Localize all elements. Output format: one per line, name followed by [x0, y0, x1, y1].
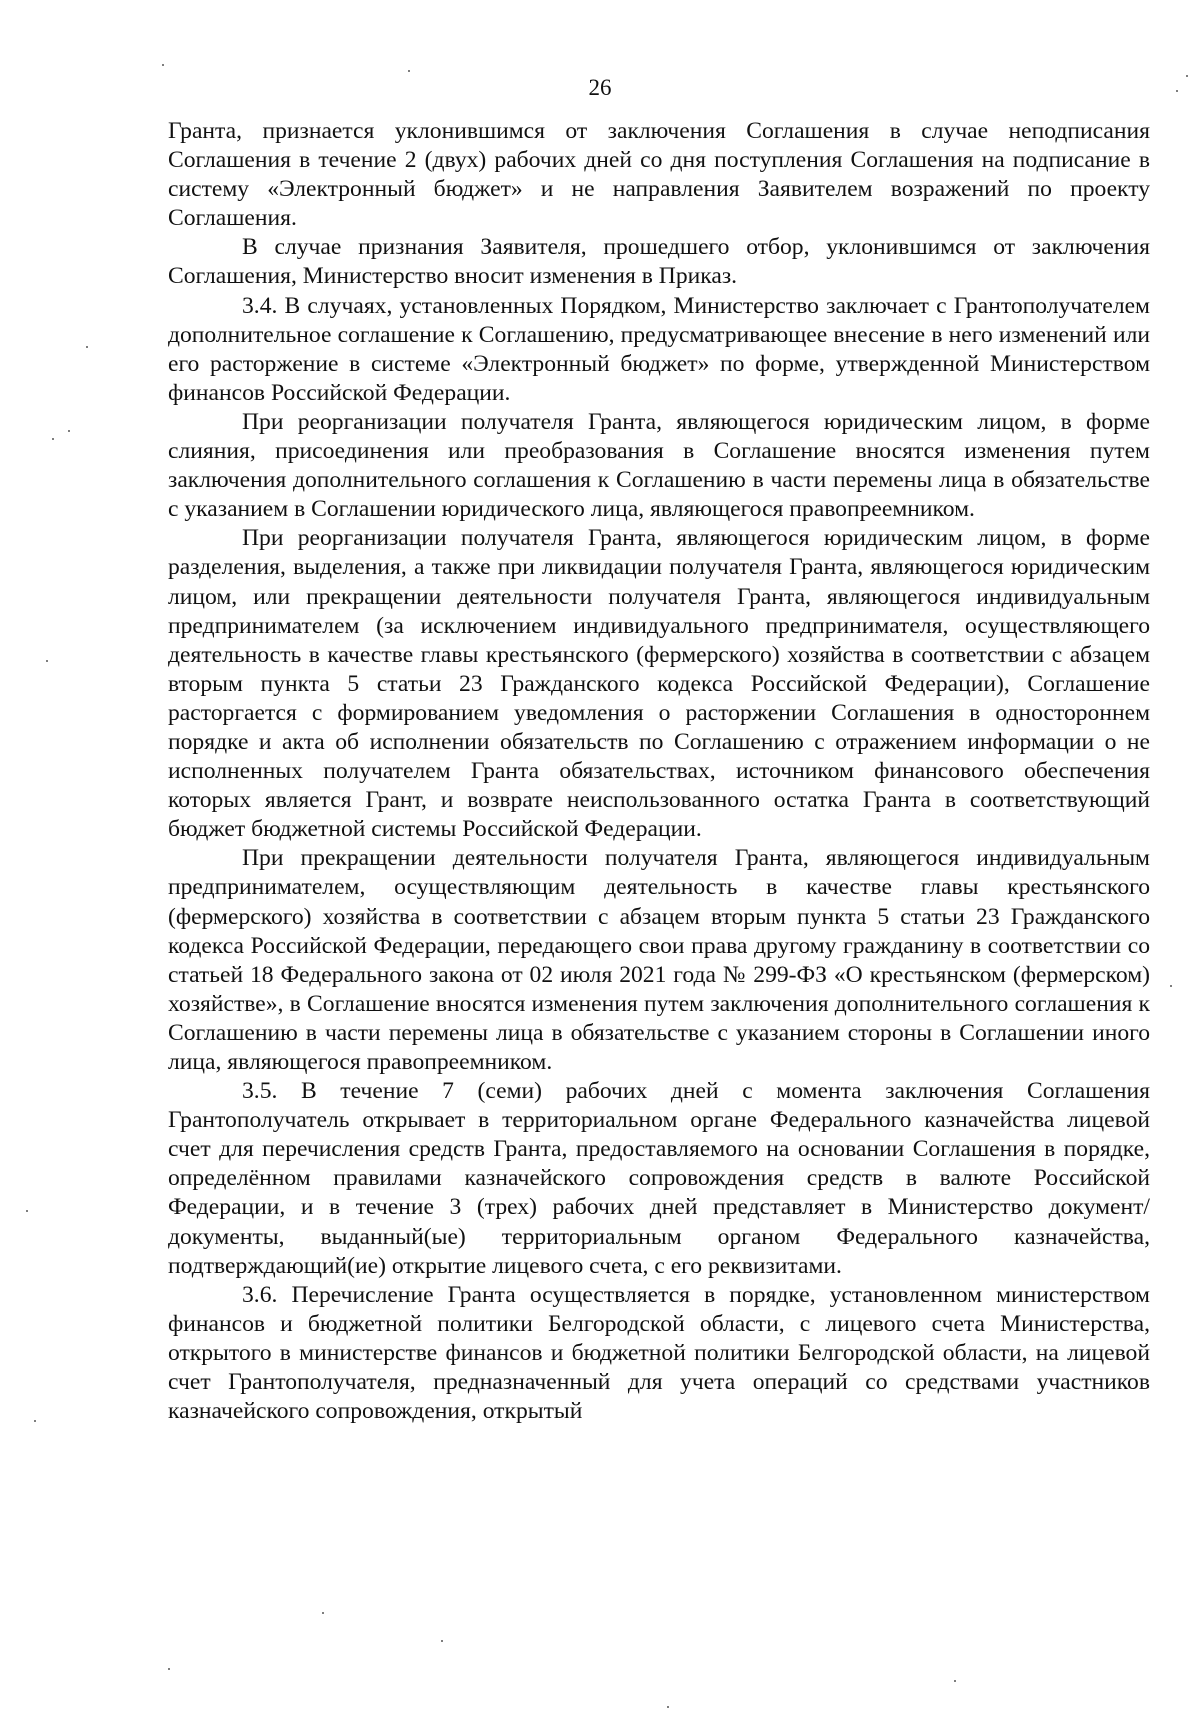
scan-speck — [162, 64, 164, 66]
scan-speck — [667, 1706, 669, 1708]
paragraph: При реорганизации получателя Гранта, являющегося юридическим лицом, в форме слияния, присоединения или преобразования в Соглашение вносятся изменения путем заключения дополнительного соглашения к Соглашению в части перемены лица в обязательстве с указанием в Соглашении юридического лица, являющегося правопреемником. — [168, 408, 1150, 523]
scan-speck — [1170, 985, 1172, 987]
scan-speck — [322, 1612, 324, 1614]
paragraph: 3.6. Перечисление Гранта осуществляется в порядке, установленном министерством финансов и бюджетной политики Белгородской области, с лицевого счета Министерства, открытого в министерстве финансов и бюджетной политики Белгородской области, на лицевой счет Грантополучателя, предназначенный для учета операций со средствами участников казначейского сопровождения, открытый — [168, 1281, 1150, 1425]
scan-speck — [34, 1420, 36, 1422]
paragraph: При прекращении деятельности получателя Гранта, являющегося индивидуальным предпринимателем, осуществляющим деятельность в качестве главы крестьянского (фермерского) хозяйства в соответствии с абзацем вторым пункта 5 статьи 23 Гражданского кодекса Российской Федерации, передающего свои права другому гражданину в соответствии со статьей 18 Федерального закона от 02 июля 2021 года № 299-ФЗ «О крестьянском (фермерском) хозяйстве», в Соглашение вносятся изменения путем заключения дополнительного соглашения к Соглашению в части перемены лица в обязательстве с указанием стороны в Соглашении иного лица, являющегося правопреемником. — [168, 845, 1150, 1075]
body-text — [168, 117, 1150, 1426]
paragraph: 3.4. В случаях, установленных Порядком, Министерство заключает с Грантополучателем дополнительное соглашение к Соглашению, предусматривающее внесение в него изменений или его расторжение в системе «Электронный бюджет» по форме, утвержденной Министерством финансов Российской Федерации. — [168, 292, 1150, 406]
scan-speck — [408, 70, 410, 72]
scan-speck — [68, 430, 70, 432]
paragraph: 3.5. В течение 7 (семи) рабочих дней с момента заключения Соглашения Грантополучатель открывает в территориальном органе Федерального казначейства лицевой счет для перечисления средств Гранта, предоставляемого на основании Соглашения в порядке, определённом правилами казначейского сопровождения средств в валюте Российской Федерации, и в течение 3 (трех) рабочих дней представляет в Министерство документ/документы, выданный(ые) территориальным органом Федерального казначейства, подтверждающий(ие) открытие лицевого счета, с его реквизитами. — [168, 1078, 1150, 1279]
paragraph: При реорганизации получателя Гранта, являющегося юридическим лицом, в форме разделения, выделения, а также при ликвидации получателя Гранта, являющегося юридическим лицом, или прекращении деятельности получателя Гранта, являющегося индивидуальным предпринимателем (за исключением индивидуального предпринимателя, осуществляющего деятельность в качестве главы крестьянского (фермерского) хозяйства в соответствии с абзацем вторым пункта 5 статьи 23 Гражданского кодекса Российской Федерации), Соглашение расторгается с формированием уведомления о расторжении Соглашения в одностороннем порядке и акта об исполнении обязательств по Соглашению с отражением информации о не исполненных получателем Гранта обязательствах, источником финансового обеспечения которых является Грант, и возврате неиспользованного остатка Гранта в соответствующий бюджет бюджетной системы Российской Федерации. — [168, 525, 1150, 843]
page-number: 26 — [588, 75, 612, 100]
scan-speck — [46, 660, 48, 662]
scan-speck — [954, 1680, 956, 1682]
paragraph: В случае признания Заявителя, прошедшего отбор, уклонившимся от заключения Соглашения, Министерство вносит изменения в Приказ. — [168, 234, 1150, 290]
scan-speck — [52, 438, 54, 440]
scan-speck — [86, 346, 88, 348]
scan-speck — [26, 1210, 28, 1212]
scan-speck — [1176, 90, 1178, 92]
scan-speck — [441, 1640, 443, 1642]
paragraph: Гранта, признается уклонившимся от заключения Соглашения в случае неподписания Соглашения в течение 2 (двух) рабочих дней со дня поступления Соглашения на подписание в систему «Электронный бюджет» и не направления Заявителем возражений по проекту Соглашения. — [168, 118, 1150, 232]
scan-speck — [168, 1668, 170, 1670]
scan-speck — [1186, 75, 1188, 77]
